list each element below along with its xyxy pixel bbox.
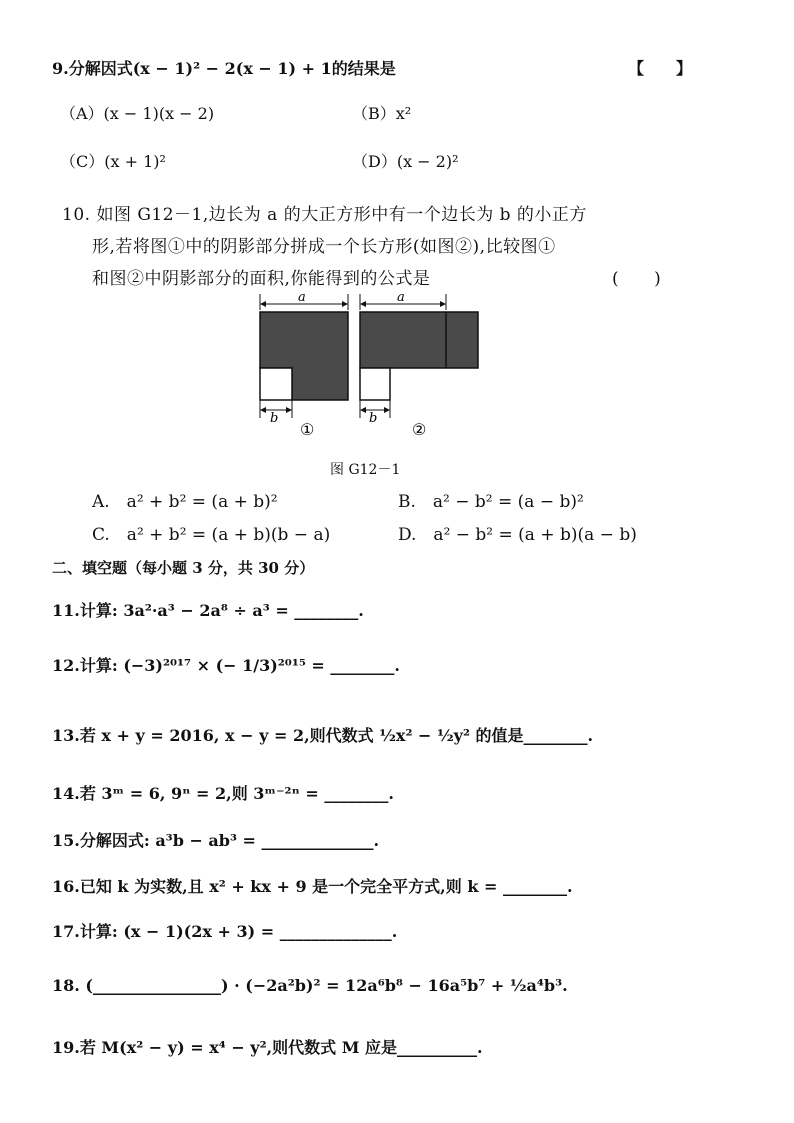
q10-option-b: B. a² − b² = (a − b)²: [398, 492, 584, 512]
figure-2: [360, 290, 478, 439]
q9-option-c: （C）(x + 1)²: [60, 152, 166, 171]
q10-option-d: D. a² − b² = (a + b)(a − b): [398, 525, 637, 545]
q15: 15.分解因式: a³b − ab³ = ______________.: [52, 831, 380, 850]
fig1-label-a: a: [298, 290, 306, 305]
q10-answer-bracket: ( ): [612, 269, 662, 289]
figure-1: [260, 290, 348, 439]
q17: 17.计算: (x − 1)(2x + 3) = ______________.: [52, 922, 398, 941]
q10-option-a: A. a² + b² = (a + b)²: [92, 492, 278, 512]
q10-line-2: 形,若将图①中的阴影部分拼成一个长方形(如图②),比较图①: [92, 237, 556, 257]
q10-line-3: 和图②中阴影部分的面积,你能得到的公式是: [92, 269, 431, 289]
q9-option-d: （D）(x − 2)²: [352, 152, 459, 171]
q10-option-c: C. a² + b² = (a + b)(b − a): [92, 525, 331, 545]
q16: 16.已知 k 为实数,且 x² + kx + 9 是一个完全平方式,则 k = ________.: [52, 877, 573, 896]
q13: 13.若 x + y = 2016, x − y = 2,则代数式 ½x² − ½y² 的值是________.: [52, 726, 594, 745]
q10-line-1: 10. 如图 G12－1,边长为 a 的大正方形中有一个边长为 b 的小正方: [62, 205, 587, 225]
fig1-label-b: b: [270, 411, 279, 426]
q9-answer-bracket: 【 】: [628, 59, 693, 78]
q9-option-a: （A）(x − 1)(x − 2): [60, 104, 215, 123]
fig1-number: ①: [300, 420, 315, 439]
section-heading-fill-in: 二、填空题（每小题 3 分，共 30 分）: [52, 559, 315, 577]
figure-g12-1: [252, 288, 492, 448]
q18: 18. (________________) · (−2a²b)² = 12a⁶b⁸ − 16a⁵b⁷ + ½a⁴b³.: [52, 976, 568, 995]
fig2-label-a: a: [397, 290, 405, 305]
fig2-number: ②: [412, 420, 427, 439]
q14: 14.若 3ᵐ = 6, 9ⁿ = 2,则 3ᵐ⁻²ⁿ = ________.: [52, 784, 394, 803]
q19: 19.若 M(x² − y) = x⁴ − y²,则代数式 M 应是__________.: [52, 1038, 483, 1057]
q9-option-b: （B）x²: [352, 104, 412, 123]
figure-caption: 图 G12－1: [330, 462, 401, 478]
q11: 11.计算: 3a²·a³ − 2a⁸ ÷ a³ = ________.: [52, 601, 364, 620]
fig2-label-b: b: [369, 411, 378, 426]
q9-stem: 9.分解因式(x − 1)² − 2(x − 1) + 1的结果是: [52, 59, 396, 78]
q12: 12.计算: (−3)²⁰¹⁷ × (− 1/3)²⁰¹⁵ = ________.: [52, 656, 400, 675]
